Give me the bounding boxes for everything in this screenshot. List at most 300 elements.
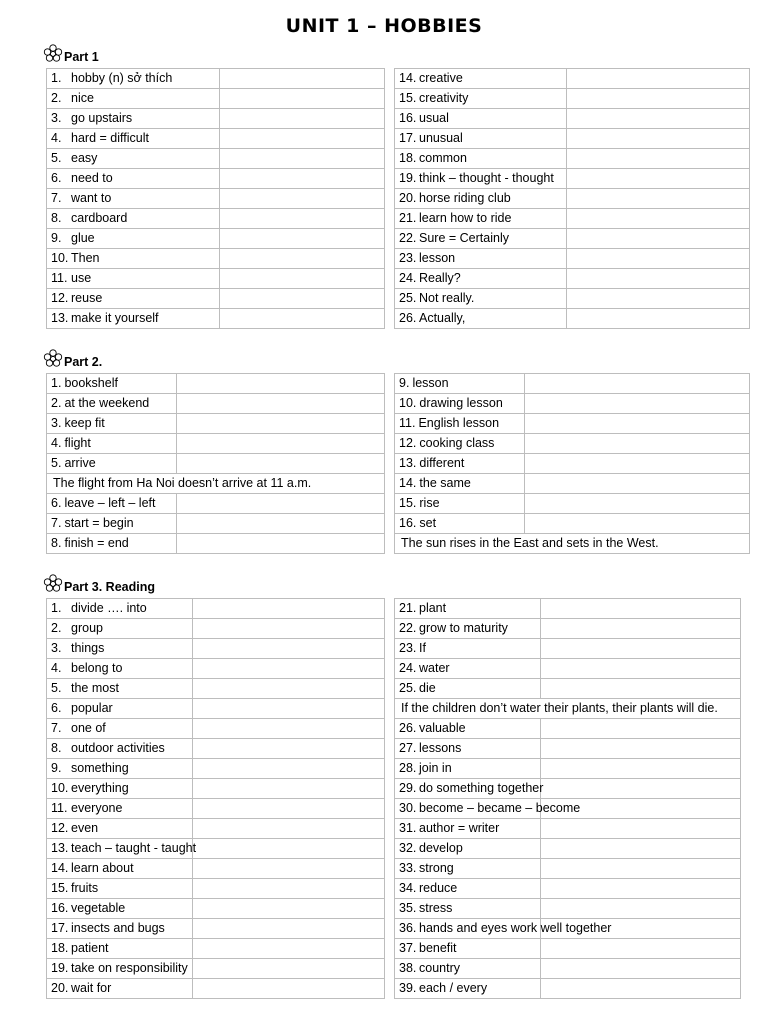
item-number: 34. [399,881,417,895]
table-row [395,759,741,779]
answer-cell[interactable] [193,799,385,819]
answer-cell[interactable] [220,209,385,229]
vocab-term: drawing lesson [419,396,503,410]
vocab-term-cell [395,759,541,779]
item-number: 12. [51,821,69,835]
answer-cell[interactable] [193,619,385,639]
answer-cell[interactable] [541,679,741,699]
item-number: 9. [51,231,62,245]
item-number: 8. [51,536,62,550]
answer-cell[interactable] [567,309,750,329]
vocab-term: nice [71,91,94,105]
table-row [47,639,385,659]
item-number: 37. [399,941,417,955]
vocab-term-cell [47,719,193,739]
answer-cell[interactable] [567,269,750,289]
section-heading: Part 3. Reading [64,580,155,594]
vocab-term: use [71,271,92,285]
item-number: 23. [399,251,417,265]
vocab-term: keep fit [64,416,105,430]
vocab-term: do something together [419,781,544,795]
answer-cell[interactable] [220,169,385,189]
vocab-term-cell [47,149,220,169]
vocab-term-cell [395,434,525,454]
answer-cell[interactable] [567,89,750,109]
item-number: 7. [51,516,62,530]
table-row [47,89,385,109]
table-row [47,899,385,919]
vocab-term: finish = end [64,536,129,550]
vocab-term-cell [395,209,567,229]
vocab-term: arrive [64,456,96,470]
vocab-term-cell [47,879,193,899]
item-number: 14. [399,71,417,85]
table-row [47,434,385,454]
vocab-term-cell [395,249,567,269]
answer-cell[interactable] [177,414,385,434]
vocab-term: each / every [419,981,488,995]
answer-cell[interactable] [193,979,385,999]
vocab-term: join in [419,761,452,775]
page-title: UNIT 1 – HOBBIES [285,15,483,37]
vocab-term: everyone [71,801,123,815]
item-number: 1. [51,71,62,85]
answer-cell[interactable] [541,979,741,999]
vocab-table-part3-left [46,598,385,999]
example-sentence: If the children don’t water their plants, their plants will die. [395,699,741,719]
vocab-term: reduce [419,881,458,895]
vocab-term: develop [419,841,463,855]
section-header-part-2 [42,349,102,369]
table-row [395,394,750,414]
table-row [395,799,741,819]
item-number: 10. [51,251,69,265]
item-number: 19. [399,171,417,185]
answer-cell[interactable] [177,374,385,394]
table-row [47,534,385,554]
answer-cell[interactable] [541,619,741,639]
vocab-term: go upstairs [71,111,133,125]
table-row [47,394,385,414]
answer-cell[interactable] [193,859,385,879]
vocab-term-cell [47,699,193,719]
vocab-term-cell [395,109,567,129]
table-row [395,839,741,859]
answer-cell[interactable] [541,899,741,919]
vocab-term: become – became – become [419,801,581,815]
item-number: 12. [399,436,417,450]
table-row [395,719,741,739]
answer-cell[interactable] [525,454,750,474]
vocab-term: belong to [71,661,123,675]
item-number: 19. [51,961,69,975]
item-number: 15. [51,881,69,895]
answer-cell[interactable] [541,739,741,759]
vocab-term: fruits [71,881,99,895]
vocab-term: horse riding club [419,191,511,205]
vocab-term-cell [47,394,177,414]
flower-icon [42,349,64,369]
item-number: 18. [51,941,69,955]
vocab-term: different [419,456,465,470]
answer-cell[interactable] [220,89,385,109]
item-number: 14. [399,476,417,490]
vocab-term: Not really. [419,291,475,305]
item-number: 30. [399,801,417,815]
vocab-term-cell [47,859,193,879]
answer-cell[interactable] [567,289,750,309]
answer-cell[interactable] [541,659,741,679]
answer-cell[interactable] [193,739,385,759]
table-row [47,659,385,679]
answer-cell[interactable] [220,289,385,309]
answer-cell[interactable] [525,474,750,494]
answer-cell[interactable] [193,879,385,899]
table-row [395,699,741,719]
item-number: 2. [51,91,62,105]
vocab-term: country [419,961,460,975]
item-number: 13. [51,311,69,325]
vocab-term-cell [395,919,612,939]
answer-cell[interactable] [541,779,741,799]
answer-cell[interactable] [525,434,750,454]
vocab-term-cell [395,129,567,149]
answer-cell[interactable] [193,919,385,939]
table-row [47,819,385,839]
item-number: 26. [399,721,417,735]
vocab-term: glue [71,231,95,245]
table-row [395,819,741,839]
answer-cell[interactable] [567,209,750,229]
answer-cell[interactable] [541,879,741,899]
item-number: 2. [51,396,62,410]
vocab-term: unusual [419,131,463,145]
answer-cell[interactable] [193,779,385,799]
vocab-term-cell [47,639,193,659]
table-row [47,474,385,494]
table-row [395,639,741,659]
vocab-table-part3-right [394,598,741,999]
vocab-term: water [419,661,450,675]
vocab-term-cell [47,374,177,394]
table-row [395,939,741,959]
vocab-term-cell [395,619,541,639]
vocab-term: want to [71,191,112,205]
vocab-term: cooking class [419,436,495,450]
vocab-term-cell [47,759,193,779]
item-number: 10. [399,396,417,410]
answer-cell[interactable] [525,394,750,414]
answer-cell[interactable] [177,454,385,474]
vocab-term-cell [47,169,220,189]
answer-cell[interactable] [193,719,385,739]
vocab-term-cell [47,514,177,534]
item-number: 2. [51,621,62,635]
table-row [395,89,750,109]
vocab-term-cell [395,839,541,859]
vocab-term: bookshelf [64,376,118,390]
table-row [395,679,741,699]
item-number: 10. [51,781,69,795]
vocab-term: creative [419,71,463,85]
answer-cell[interactable] [177,434,385,454]
vocab-term: Actually, [419,311,466,325]
table-row [395,249,750,269]
flower-icon [42,44,64,64]
vocab-term-cell [47,69,220,89]
vocab-term-cell [47,309,220,329]
answer-cell[interactable] [567,129,750,149]
vocab-term-cell [47,959,193,979]
item-number: 12. [51,291,69,305]
answer-cell[interactable] [567,69,750,89]
item-number: 6. [51,701,62,715]
item-number: 24. [399,271,417,285]
table-row [47,859,385,879]
answer-cell[interactable] [567,229,750,249]
answer-cell[interactable] [220,229,385,249]
item-number: 21. [399,601,417,615]
section-heading: Part 1 [64,50,99,64]
vocab-term: one of [71,721,106,735]
table-row [395,619,741,639]
table-row [47,414,385,434]
answer-cell[interactable] [567,249,750,269]
table-row [395,879,741,899]
table-row [395,109,750,129]
table-row [395,374,750,394]
vocab-term: set [419,516,437,530]
vocab-term: strong [419,861,454,875]
item-number: 11. [51,271,68,285]
item-number: 15. [399,496,417,510]
table-row [395,129,750,149]
item-number: 16. [51,901,69,915]
item-number: 32. [399,841,417,855]
vocab-term-cell [395,229,567,249]
answer-cell[interactable] [193,899,385,919]
item-number: 1. [51,601,62,615]
answer-cell[interactable] [220,149,385,169]
answer-cell[interactable] [541,719,741,739]
vocab-term-cell [395,859,541,879]
vocab-term-cell [395,454,525,474]
item-number: 20. [51,981,69,995]
answer-cell[interactable] [525,414,750,434]
vocab-term: learn how to ride [419,211,512,225]
answer-cell[interactable] [567,109,750,129]
answer-cell[interactable] [193,759,385,779]
table-row [47,129,385,149]
answer-cell[interactable] [220,309,385,329]
item-number: 8. [51,211,62,225]
answer-cell[interactable] [525,494,750,514]
item-number: 16. [399,111,417,125]
vocab-term-cell [47,109,220,129]
table-row [47,919,385,939]
vocab-term: If [419,641,426,655]
vocab-term-cell [395,169,567,189]
vocab-term-cell [47,534,177,554]
vocab-term: hard = difficult [71,131,149,145]
vocab-term: usual [419,111,449,125]
vocab-term-cell [47,269,220,289]
answer-cell[interactable] [177,494,385,514]
table-row [395,169,750,189]
table-row [47,779,385,799]
answer-cell[interactable] [177,534,385,554]
vocab-term-cell [47,189,220,209]
answer-cell[interactable] [541,639,741,659]
answer-cell[interactable] [525,514,750,534]
item-number: 4. [51,436,62,450]
answer-cell[interactable] [193,819,385,839]
item-number: 29. [399,781,417,795]
answer-cell[interactable] [541,599,741,619]
answer-cell[interactable] [220,189,385,209]
item-number: 3. [51,416,62,430]
table-row [395,209,750,229]
table-row [47,739,385,759]
answer-cell[interactable] [220,249,385,269]
vocab-term-cell [47,599,193,619]
vocab-term-cell [395,819,541,839]
table-row [395,69,750,89]
table-row [395,514,750,534]
vocab-term: Then [71,251,100,265]
vocab-term-cell [395,739,541,759]
vocab-term-cell [395,779,544,799]
vocab-term: Really? [419,271,461,285]
item-number: 4. [51,661,62,675]
answer-cell[interactable] [193,659,385,679]
vocab-term-cell [47,209,220,229]
vocab-term: vegetable [71,901,126,915]
answer-cell[interactable] [220,129,385,149]
vocab-term: hobby (n) sở thích [71,71,173,85]
answer-cell[interactable] [220,269,385,289]
item-number: 35. [399,901,417,915]
vocab-term-cell [395,979,541,999]
vocab-term: hands and eyes work well together [419,921,612,935]
answer-cell[interactable] [541,959,741,979]
table-row [47,189,385,209]
item-number: 28. [399,761,417,775]
vocab-term: things [71,641,105,655]
answer-cell[interactable] [525,374,750,394]
answer-cell[interactable] [567,189,750,209]
answer-cell[interactable] [193,959,385,979]
vocab-term-cell [47,414,177,434]
table-row [395,859,741,879]
answer-cell[interactable] [193,939,385,959]
vocab-term-cell [395,899,541,919]
vocab-term: start = begin [64,516,134,530]
vocab-term: stress [419,901,453,915]
table-row [395,959,741,979]
table-row [47,149,385,169]
answer-cell[interactable] [541,939,741,959]
vocab-term: benefit [419,941,457,955]
answer-cell[interactable] [220,109,385,129]
vocab-term: take on responsibility [71,961,188,975]
vocab-term-cell [395,374,525,394]
vocab-term: make it yourself [71,311,159,325]
table-row [47,454,385,474]
answer-cell[interactable] [193,639,385,659]
table-row [47,309,385,329]
item-number: 25. [399,681,417,695]
vocab-term-cell [47,779,193,799]
table-row [395,739,741,759]
vocab-term-cell [47,494,177,514]
answer-cell[interactable] [193,679,385,699]
answer-cell[interactable] [541,839,741,859]
vocab-term: Sure = Certainly [419,231,509,245]
item-number: 9. [51,761,62,775]
vocab-term-cell [395,474,525,494]
vocab-term-cell [47,454,177,474]
vocab-term-cell [395,414,525,434]
answer-cell[interactable] [567,169,750,189]
vocab-table-part1-left [46,68,385,329]
vocab-term: patient [71,941,109,955]
item-number: 33. [399,861,417,875]
item-number: 23. [399,641,417,655]
vocab-term-cell [47,939,193,959]
answer-cell[interactable] [567,149,750,169]
item-number: 31. [399,821,417,835]
table-row [47,494,385,514]
table-row [47,374,385,394]
answer-cell[interactable] [177,394,385,414]
answer-cell[interactable] [177,514,385,534]
vocab-term-cell [395,514,525,534]
answer-cell[interactable] [541,859,741,879]
table-row [47,979,385,999]
table-row [395,494,750,514]
vocab-term-cell [47,919,193,939]
answer-cell[interactable] [193,699,385,719]
item-number: 25. [399,291,417,305]
answer-cell[interactable] [193,599,385,619]
table-row [395,899,741,919]
answer-cell[interactable] [541,759,741,779]
answer-cell[interactable] [541,819,741,839]
vocab-term: leave – left – left [64,496,156,510]
table-row [395,434,750,454]
vocab-term-cell [47,249,220,269]
table-row [47,759,385,779]
item-number: 6. [51,171,62,185]
table-row [395,454,750,474]
vocab-term-cell [395,679,541,699]
item-number: 38. [399,961,417,975]
item-number: 18. [399,151,417,165]
answer-cell[interactable] [220,69,385,89]
table-row [47,269,385,289]
vocab-term: divide …. into [71,601,147,615]
answer-cell[interactable] [193,839,385,859]
vocab-term: common [419,151,467,165]
table-row [395,979,741,999]
item-number: 21. [399,211,417,225]
item-number: 17. [51,921,69,935]
vocab-term: lesson [412,376,449,390]
item-number: 22. [399,621,417,635]
vocab-term: everything [71,781,129,795]
vocab-term-cell [395,599,541,619]
